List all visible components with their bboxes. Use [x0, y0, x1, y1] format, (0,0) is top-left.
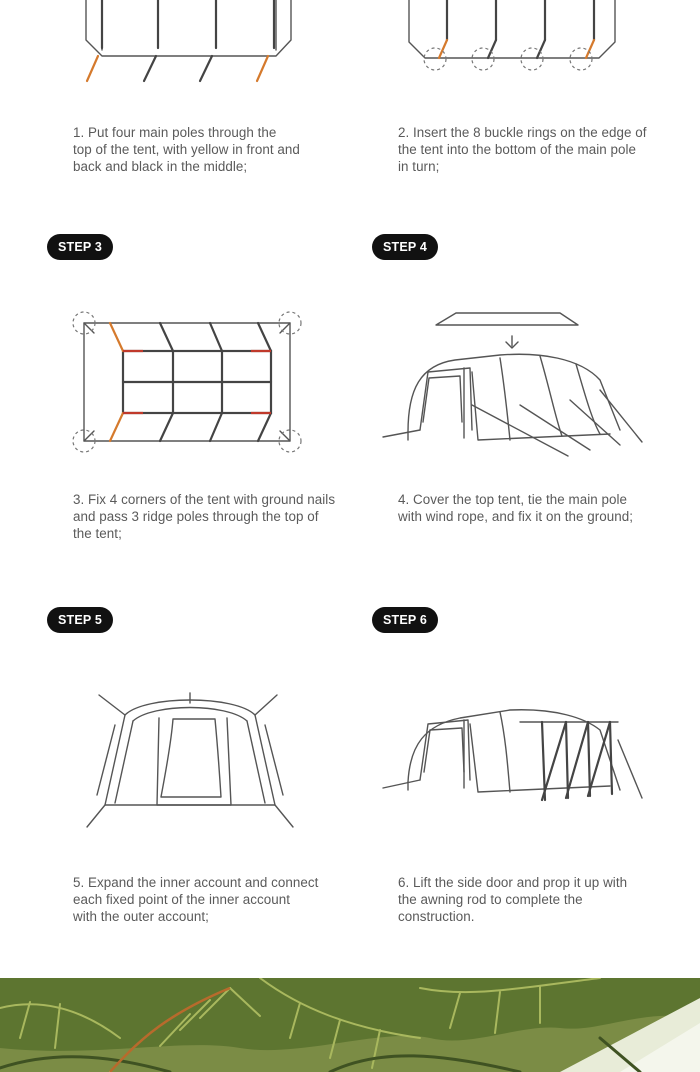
- step6-line: the awning rod to complete the: [398, 892, 583, 907]
- step3-description: [73, 491, 335, 542]
- step3-illustration: [70, 310, 305, 455]
- step6-line: construction.: [398, 909, 475, 924]
- palm-foliage-photo: [0, 978, 700, 1072]
- step3-line: 3. Fix 4 corners of the tent with ground nails: [73, 492, 336, 507]
- step2-line: the tent into the bottom of the main pole: [398, 142, 637, 157]
- step1-illustration: [80, 0, 295, 85]
- step5-description: [73, 874, 318, 925]
- step2-description: [398, 124, 647, 175]
- step2-line: 2. Insert the 8 buckle rings on the edge of: [398, 125, 647, 140]
- step5-line: with the outer account;: [73, 909, 209, 924]
- step1-line: 1. Put four main poles through the: [73, 125, 277, 140]
- step4-description: [398, 491, 633, 525]
- step4-illustration: [380, 310, 645, 460]
- step3-badge: STEP 3: [47, 234, 113, 260]
- step4-line: with wind rope, and fix it on the ground;: [398, 509, 634, 524]
- step5-line: each fixed point of the inner account: [73, 892, 290, 907]
- step2-line: in turn;: [398, 159, 440, 174]
- step5-badge: STEP 5: [47, 607, 113, 633]
- step6-description: [398, 874, 627, 925]
- step3-line: the tent;: [73, 526, 122, 541]
- step6-illustration: [380, 700, 645, 810]
- step3-line: and pass 3 ridge poles through the top of: [73, 509, 319, 524]
- step6-line: 6. Lift the side door and prop it up with: [398, 875, 628, 890]
- step5-illustration: [85, 685, 295, 835]
- step2-illustration: [405, 0, 620, 75]
- step1-line: back and black in the middle;: [73, 159, 248, 174]
- step6-badge: STEP 6: [372, 607, 438, 633]
- step1-line: top of the tent, with yellow in front and: [73, 142, 300, 157]
- step5-line: 5. Expand the inner account and connect: [73, 875, 319, 890]
- step4-line: 4. Cover the top tent, tie the main pole: [398, 492, 628, 507]
- step4-badge: STEP 4: [372, 234, 438, 260]
- step1-description: [73, 124, 300, 175]
